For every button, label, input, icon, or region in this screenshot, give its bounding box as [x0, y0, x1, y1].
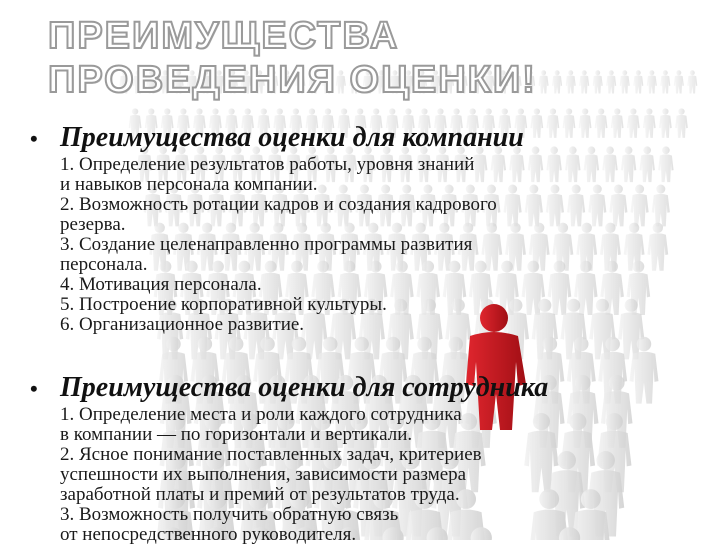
- company-benefits-section: [30, 122, 670, 335]
- list-item: 5. Построение корпоративной культуры.: [60, 294, 387, 315]
- list-item: заработной платы и премий от результатов труда.: [60, 484, 460, 505]
- list-item: 1. Определение результатов работы, уровня знаний: [60, 154, 475, 175]
- list-item: 6. Организационное развитие.: [60, 314, 305, 335]
- employee-benefits-section: [30, 372, 670, 545]
- list-item: успешности их выполнения, зависимости размера: [60, 464, 467, 485]
- list-item: от непосредственного руководителя.: [60, 524, 357, 545]
- employee-benefits-heading: [30, 372, 670, 405]
- list-item: 2. Возможность ротации кадров и создания кадрового: [60, 194, 497, 215]
- company-benefits-list: [60, 155, 670, 335]
- page-title: ПРЕИМУЩЕСТВА ПРОВЕДЕНИЯ ОЦЕНКИ!: [48, 15, 537, 101]
- bullet: •: [30, 376, 38, 401]
- list-item: 4. Мотивация персонала.: [60, 274, 262, 295]
- list-item: резерва.: [60, 214, 126, 235]
- list-item: 3. Создание целенаправленно программы развития: [60, 234, 473, 255]
- company-benefits-heading: [30, 122, 670, 155]
- list-item: в компании — по горизонтали и вертикали.: [60, 424, 413, 445]
- heading-text: Преимущества оценки для компании: [60, 122, 524, 153]
- list-item: персонала.: [60, 254, 148, 275]
- heading-text: Преимущества оценки для сотрудника: [60, 372, 549, 403]
- list-item: 2. Ясное понимание поставленных задач, критериев: [60, 444, 482, 465]
- employee-benefits-list: [60, 405, 670, 545]
- list-item: 1. Определение места и роли каждого сотрудника: [60, 404, 462, 425]
- list-item: 3. Возможность получить обратную связь: [60, 504, 399, 525]
- list-item: и навыков персонала компании.: [60, 174, 318, 195]
- bullet: •: [30, 126, 38, 151]
